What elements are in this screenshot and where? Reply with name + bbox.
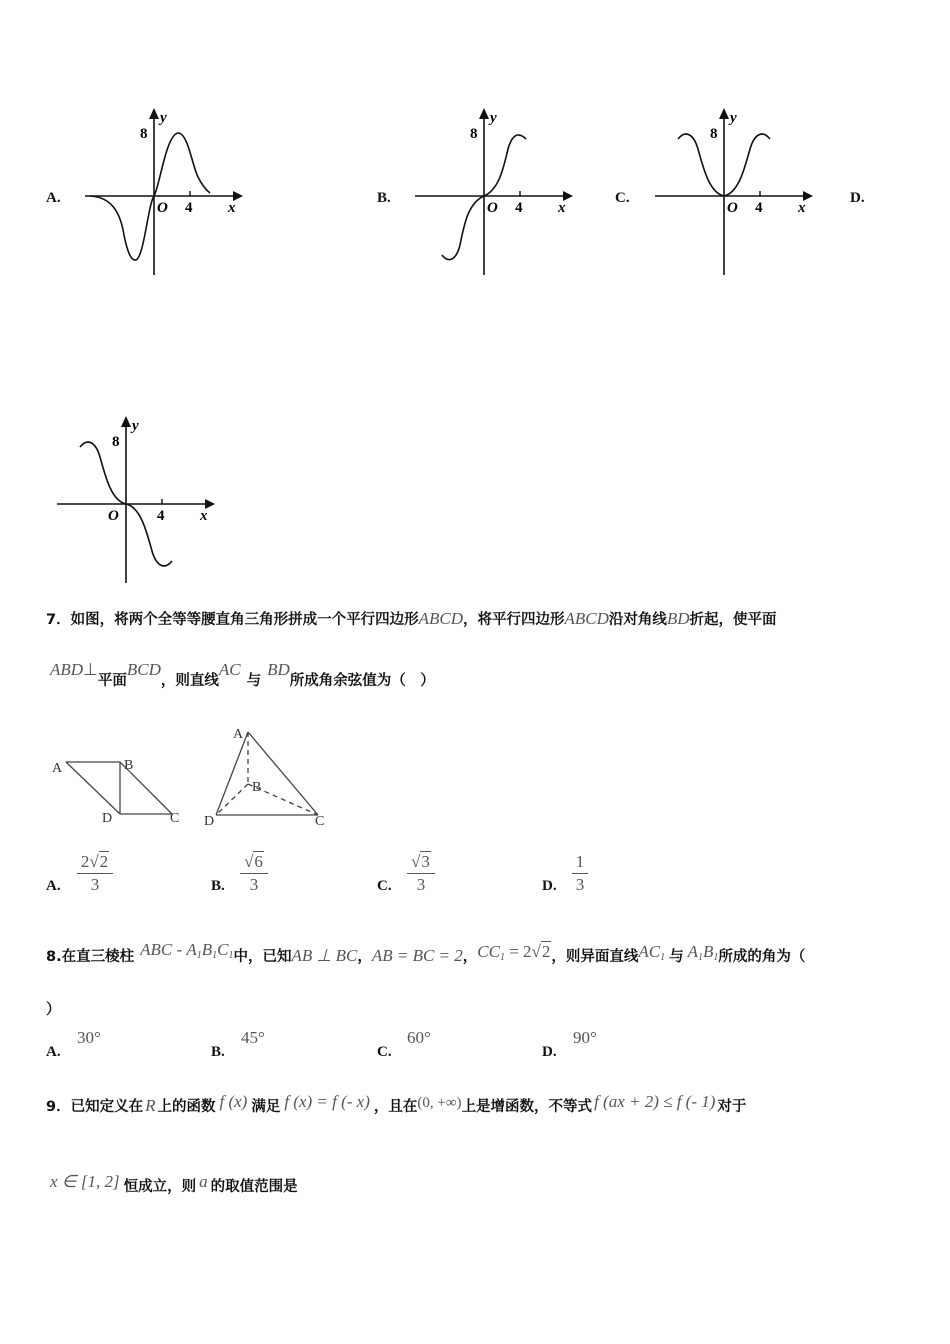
- q8-text: 与: [669, 949, 684, 965]
- graph-option-b: [410, 105, 580, 280]
- option-b-label: B.: [377, 190, 391, 206]
- x-axis-label: x: [228, 200, 236, 216]
- y-tick-label: 8: [140, 126, 148, 142]
- q7-line-2: [50, 660, 435, 690]
- subscript: 1: [196, 950, 202, 961]
- vertex-c1: C: [217, 940, 229, 959]
- q8-line-2: ）: [46, 1002, 61, 1018]
- q7-option-a-value: 2√2 3: [77, 852, 113, 895]
- y-tick-label: 8: [112, 434, 120, 450]
- origin-label: O: [108, 508, 119, 524]
- q8-line-1: [46, 940, 941, 966]
- math-cc1: $CC_1 = 2√2$: [477, 942, 551, 963]
- vertex-d: D: [204, 814, 215, 829]
- cc: CC: [477, 942, 500, 961]
- axes: [57, 418, 212, 583]
- math-interval: (0, +∞): [417, 1095, 462, 1111]
- coefficient: 2: [80, 852, 90, 871]
- origin-label: O: [727, 200, 738, 216]
- q8-text: 在直三棱柱: [61, 949, 135, 965]
- graph-option-d: [52, 413, 222, 588]
- math-inequality: f (ax + 2) ≤ f (- 1): [594, 1092, 716, 1111]
- vertex-b1: B: [201, 940, 213, 959]
- math-even-function: f (x) = f (- x): [284, 1092, 370, 1111]
- q7-text: 所成角余弦值为（ ）: [289, 673, 435, 689]
- radicand: 2: [99, 852, 109, 871]
- q7-text: 平面: [97, 673, 127, 689]
- comma: ，: [357, 949, 372, 965]
- question-number: 8.: [46, 949, 62, 965]
- math-abcd: ABCD: [418, 609, 463, 628]
- q9-text: 上是增函数，不等式: [461, 1099, 593, 1115]
- q8-option-a-value: 30°: [77, 1028, 101, 1047]
- vertex-b: B: [124, 758, 134, 773]
- math-abcd: ABCD: [564, 609, 609, 628]
- radicand: 6: [254, 852, 263, 871]
- perp-symbol: ⊥: [83, 660, 98, 679]
- origin-label: O: [157, 200, 168, 216]
- q8-option-a-label: A.: [46, 1044, 61, 1060]
- q8-text: ，则异面直线: [551, 949, 639, 965]
- ac: AC: [638, 942, 661, 961]
- q7-text: ，将平行四边形: [462, 612, 565, 628]
- question-number: 7．: [46, 612, 71, 628]
- q7-option-a-label: A.: [46, 878, 61, 894]
- q7-option-c-label: C.: [377, 878, 392, 894]
- math-a1b1: [688, 942, 719, 961]
- option-a-label: A.: [46, 190, 61, 206]
- q7-option-b-label: B.: [211, 878, 225, 894]
- y-axis-label: y: [132, 418, 139, 434]
- x-tick-label: 4: [185, 200, 193, 216]
- q8-option-d-value: 90°: [573, 1028, 597, 1047]
- q7-text: 与: [246, 673, 262, 689]
- x-tick-label: 4: [515, 200, 523, 216]
- y-axis-label: y: [160, 110, 167, 126]
- q8-option-b-label: B.: [211, 1044, 225, 1060]
- b1: B: [703, 942, 714, 961]
- q8-option-c-value: 60°: [407, 1028, 431, 1047]
- axes: [85, 110, 240, 275]
- q9-line-1: [46, 1092, 746, 1116]
- option-c-label: C.: [615, 190, 630, 206]
- y-arrow: [719, 108, 729, 119]
- math-abd: ABD: [50, 660, 84, 679]
- q7-text: 折起，使平面: [689, 612, 777, 628]
- subscript: 1: [660, 952, 666, 963]
- q9-text: 上的函数: [157, 1099, 216, 1115]
- graph-option-c: [650, 105, 820, 280]
- q9-text: 的取值范围是: [210, 1179, 298, 1195]
- graph-option-a: [80, 105, 250, 280]
- q7-text: ，则直线: [160, 673, 219, 689]
- axes: [415, 110, 570, 275]
- question-number: 9．: [46, 1099, 71, 1115]
- q9-text: ，且在: [373, 1099, 418, 1115]
- q7-text: 沿对角线: [608, 612, 667, 628]
- option-d-label: D.: [850, 190, 865, 206]
- math-perp: AB ⊥ BC: [291, 946, 358, 965]
- origin-label: O: [487, 200, 498, 216]
- q7-option-b-value: √6 3: [240, 852, 268, 895]
- subscript: 1: [212, 950, 218, 961]
- q8-option-b-value: 45°: [241, 1028, 265, 1047]
- subscript: 1: [499, 952, 505, 963]
- vertex-c: C: [315, 814, 325, 829]
- math-a1b1c1: [186, 940, 233, 959]
- subscript: 1: [228, 950, 234, 961]
- x-tick-label: 4: [157, 508, 165, 524]
- x-tick-label: 4: [755, 200, 763, 216]
- y-arrow: [479, 108, 489, 119]
- math-bd: BD: [666, 609, 690, 628]
- q9-line-2: [50, 1172, 298, 1196]
- q7-line-1: [46, 608, 777, 629]
- math-domain: x ∈ [1, 2]: [50, 1172, 120, 1191]
- q8-text: 中，已知: [233, 949, 292, 965]
- math-fx: f (x): [219, 1092, 248, 1111]
- q7-figure-tetrahedron: [200, 722, 340, 832]
- q8-text: 所成的角为（: [718, 949, 806, 965]
- q7-option-d-value: [572, 852, 588, 895]
- denominator: 3: [90, 875, 100, 894]
- math-prism: ABC -: [140, 940, 187, 959]
- vertex-a: A: [52, 761, 63, 776]
- vertex-a: A: [233, 727, 244, 742]
- q9-text: 恒成立，则: [123, 1179, 197, 1195]
- x-axis-label: x: [558, 200, 566, 216]
- y-arrow: [121, 416, 131, 427]
- radicand: 2: [541, 942, 551, 961]
- math-bd: BD: [267, 660, 290, 679]
- numerator: 1: [575, 852, 585, 871]
- vertex-b: B: [252, 780, 262, 795]
- subscript: 1: [713, 952, 719, 963]
- a1: A: [687, 942, 699, 961]
- x-axis-label: x: [200, 508, 208, 524]
- y-axis-label: y: [730, 110, 737, 126]
- radicand: 3: [421, 852, 430, 871]
- q9-text: 对于: [717, 1099, 747, 1115]
- vertex-d: D: [102, 811, 113, 826]
- denominator: 3: [416, 875, 426, 894]
- vertex-a1: A: [186, 940, 197, 959]
- subscript: 1: [698, 952, 704, 963]
- q7-option-c-value: √3 3: [407, 852, 435, 895]
- q8-option-c-label: C.: [377, 1044, 392, 1060]
- q9-text: 满足: [251, 1099, 281, 1115]
- q8-option-d-label: D.: [542, 1044, 557, 1060]
- math-r: R: [145, 1096, 156, 1115]
- math-equal: AB = BC = 2: [371, 946, 463, 965]
- q9-text: 已知定义在: [70, 1099, 144, 1115]
- vertex-c: C: [170, 811, 180, 826]
- math-bcd: BCD: [126, 660, 161, 679]
- math-ac1: [638, 942, 665, 961]
- denominator: 3: [575, 875, 585, 894]
- x-axis-label: x: [798, 200, 806, 216]
- q7-text: 如图，将两个全等等腰直角三角形拼成一个平行四边形: [70, 612, 419, 628]
- cc-value: = 2: [504, 942, 532, 961]
- comma: ，: [462, 949, 478, 965]
- y-arrow: [149, 108, 159, 119]
- y-tick-label: 8: [710, 126, 718, 142]
- q7-figure-parallelogram: [46, 750, 196, 830]
- denominator: 3: [249, 875, 259, 894]
- math-a: a: [199, 1172, 208, 1191]
- math-ac: AC: [218, 660, 241, 679]
- q7-option-d-label: D.: [542, 878, 557, 894]
- y-axis-label: y: [490, 110, 497, 126]
- axes: [655, 110, 810, 275]
- y-tick-label: 8: [470, 126, 478, 142]
